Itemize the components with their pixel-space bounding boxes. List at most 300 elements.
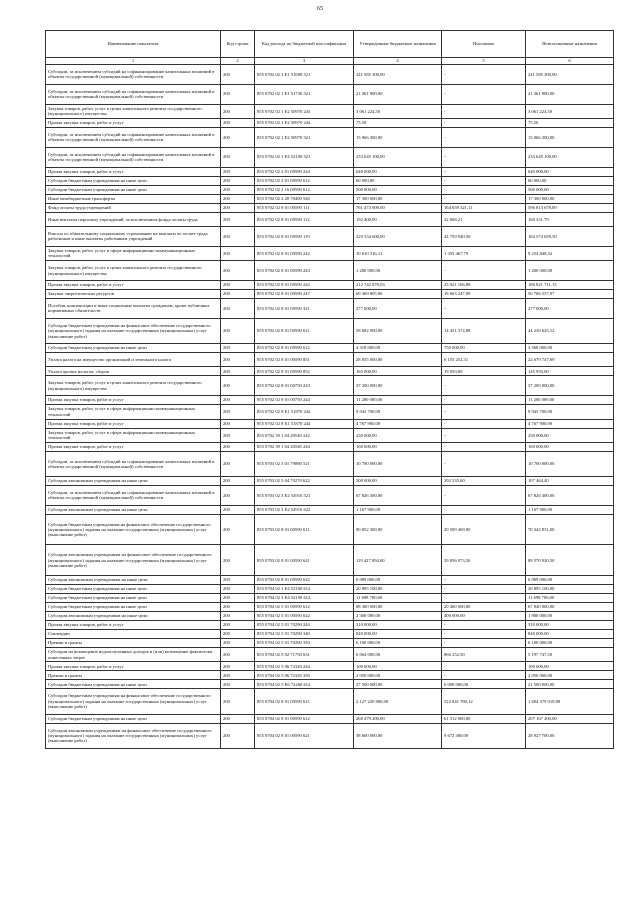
row-name: Субсидии автономным учреждениям на иные цели: [46, 576, 221, 585]
row-name: Субсидии, за исключением субсидий на софинансирование капитальных вложений в объекты государственной (муниципальной) собственности: [46, 451, 221, 476]
row-done: -: [442, 176, 526, 185]
row-remaining: 4 767 900,00: [526, 419, 614, 428]
row-approved: 17 300 000,00: [354, 194, 442, 203]
row-approved: 6 089 006,00: [354, 576, 442, 585]
row-remaining: 60 000,00: [526, 176, 614, 185]
table-row: [46, 451, 614, 476]
row-code: 200: [221, 84, 255, 104]
row-done: -: [442, 451, 526, 476]
column-number: 5: [442, 58, 526, 65]
row-approved: 2 050 000,00: [354, 671, 442, 680]
row-done: -: [442, 486, 526, 506]
row-code: 200: [221, 118, 255, 127]
row-code: 200: [221, 376, 255, 396]
row-name: Субсидии автономным учреждениям на иные цели: [46, 505, 221, 514]
row-kbk: 855 0702 02 8 01 00590 321: [255, 298, 354, 318]
row-approved: 37 200 000,00: [354, 376, 442, 396]
row-remaining: 1 900 000,00: [526, 612, 614, 621]
row-remaining: 9 254 848,32: [526, 246, 614, 260]
row-code: 200: [221, 428, 255, 442]
row-kbk: 855 0704 02 8 01 00590 611: [255, 689, 354, 714]
row-name: Субсидии бюджетным учреждениям на иные цели: [46, 343, 221, 352]
row-approved: 88 300 000,00: [354, 603, 442, 612]
table-row: [46, 442, 614, 451]
row-code: 200: [221, 648, 255, 662]
row-kbk: 855 0702 02 2 16 00590 612: [255, 185, 354, 194]
row-remaining: 17 300 000,00: [526, 194, 614, 203]
row-approved: 1 167 900,00: [354, 505, 442, 514]
row-name: Стипендии: [46, 630, 221, 639]
column-number: 2: [221, 58, 255, 65]
row-approved: 192 400,00: [354, 212, 442, 226]
row-done: 20 460 000,00: [442, 603, 526, 612]
row-name: Уплата налога на имущество организаций и земельного налога: [46, 352, 221, 366]
row-approved: 2 300 000,00: [354, 612, 442, 621]
row-remaining: 107 464,40: [526, 477, 614, 486]
header-code: Код строки: [221, 31, 255, 58]
row-done: 164 659 321,11: [442, 203, 526, 212]
table-row: [46, 226, 614, 246]
row-remaining: 230 000,00: [526, 428, 614, 442]
row-name: Субсидии, за исключением субсидий на софинансирование капитальных вложений в объекты государственной (муниципальной) собственности: [46, 84, 221, 104]
row-kbk: 855 0702 02 8 01 00590 111: [255, 203, 354, 212]
row-remaining: 22 679 747,69: [526, 352, 614, 366]
row-done: -: [442, 576, 526, 585]
row-approved: 2 127 220 800,00: [354, 689, 442, 714]
row-approved: 60 000,00: [354, 176, 442, 185]
row-kbk: 855 0702 02 8 01 00750 243: [255, 376, 354, 396]
table-row: [46, 367, 614, 376]
row-code: 200: [221, 486, 255, 506]
row-kbk: 855 0702 02 8 01 00590 612: [255, 343, 354, 352]
row-approved: 500 000,00: [354, 477, 442, 486]
row-done: -: [442, 147, 526, 167]
row-approved: 6 100 000,00: [354, 639, 442, 648]
row-name: Субсидии на возмещение недополученных доходов и (или) возмещение фактически понесенных затрат: [46, 648, 221, 662]
row-approved: 11 200 000,00: [354, 396, 442, 405]
row-done: -: [442, 442, 526, 451]
row-done: 14 451 374,88: [442, 318, 526, 343]
row-code: 200: [221, 396, 255, 405]
row-approved: 1 200 000,00: [354, 261, 442, 281]
row-remaining: 184 574 659,50: [526, 226, 614, 246]
row-code: 200: [221, 419, 255, 428]
row-done: 29 856 973,50: [442, 545, 526, 576]
row-kbk: 855 0704 02 8 01 00590 612: [255, 714, 354, 723]
row-done: -: [442, 84, 526, 104]
row-name: Субсидии бюджетным учреждениям на финансовое обеспечение государственного (муниципального) задания на оказание государственных (муниципальных) услуг (выполнение работ): [46, 318, 221, 343]
row-approved: 165 000,00: [354, 367, 442, 376]
header-kbk: Код расхода по бюджетной классификации: [255, 31, 354, 58]
table-row: [46, 576, 614, 585]
row-approved: 241 585 300,00: [354, 65, 442, 85]
row-code: 200: [221, 405, 255, 419]
row-approved: 268 479 200,00: [354, 714, 442, 723]
row-kbk: 855 0704 02 5 01 00590 622: [255, 612, 354, 621]
row-approved: 9 943 700,00: [354, 405, 442, 419]
row-remaining: 186 821 711,15: [526, 280, 614, 289]
table-row: [46, 630, 614, 639]
table-row: [46, 246, 614, 260]
row-done: -: [442, 118, 526, 127]
row-code: 200: [221, 671, 255, 680]
row-kbk: 855 0702 02 8 01 00750 244: [255, 396, 354, 405]
row-name: Прочая закупка товаров, работ и услуг: [46, 442, 221, 451]
row-approved: 3 061 224,50: [354, 104, 442, 118]
row-remaining: 21 361 900,00: [526, 84, 614, 104]
row-done: -: [442, 127, 526, 147]
row-code: 200: [221, 65, 255, 85]
row-done: -: [442, 585, 526, 594]
row-kbk: 855 0702 02 1 E2 50970 521: [255, 127, 354, 147]
row-remaining: 10 700 000,00: [526, 451, 614, 476]
row-done: 25 921 166,88: [442, 280, 526, 289]
row-remaining: 37 200 000,00: [526, 376, 614, 396]
row-kbk: 855 0702 39 1 04 20540 242: [255, 428, 354, 442]
row-code: 200: [221, 127, 255, 147]
row-done: -: [442, 505, 526, 514]
table-row: [46, 621, 614, 630]
row-code: 200: [221, 442, 255, 451]
row-remaining: 6 100 000,00: [526, 639, 614, 648]
row-remaining: 1 604 379 019,88: [526, 689, 614, 714]
row-name: Премии и гранты: [46, 639, 221, 648]
row-name: Прочая закупка товаров, работ и услуг: [46, 396, 221, 405]
row-done: -: [442, 298, 526, 318]
row-code: 200: [221, 505, 255, 514]
row-remaining: 241 585 300,00: [526, 65, 614, 85]
row-done: 522 841 780,12: [442, 689, 526, 714]
row-approved: 229 334 600,00: [354, 226, 442, 246]
table-row: [46, 671, 614, 680]
row-remaining: 75,50: [526, 118, 614, 127]
table-row: [46, 594, 614, 603]
row-approved: 230 000,00: [354, 428, 442, 442]
table-row: [46, 127, 614, 147]
row-name: Субсидии бюджетным учреждениям на иные цели: [46, 594, 221, 603]
row-kbk: 855 0702 02 1 E2 50970 243: [255, 104, 354, 118]
row-kbk: 855 0703 02 8 01 00590 621: [255, 545, 354, 576]
row-done: -: [442, 104, 526, 118]
row-code: 200: [221, 662, 255, 671]
row-code: 200: [221, 147, 255, 167]
row-name: Иные межбюджетные трансферты: [46, 194, 221, 203]
row-approved: 4 767 900,00: [354, 419, 442, 428]
row-remaining: 67 826 300,00: [526, 486, 614, 506]
row-approved: 27 500 000,00: [354, 680, 442, 689]
row-approved: 11 698 700,00: [354, 594, 442, 603]
row-kbk: 855 0702 02 8 E1 51870 244: [255, 419, 354, 428]
row-name: Прочая закупка товаров, работ и услуг: [46, 419, 221, 428]
table-row: [46, 639, 614, 648]
row-approved: 160 000,00: [354, 442, 442, 451]
row-remaining: 500 000,00: [526, 185, 614, 194]
row-done: 400 000,00: [442, 612, 526, 621]
row-done: 9 672 300,00: [442, 723, 526, 748]
row-remaining: 21 500 000,00: [526, 680, 614, 689]
row-done: 750 000,00: [442, 343, 526, 352]
row-remaining: 310 000,00: [526, 621, 614, 630]
row-name: Закупка товаров, работ, услуг в целях капитального ремонта государственного (муниципального) имущества: [46, 261, 221, 281]
page-number: 65: [317, 6, 323, 12]
row-name: Субсидии бюджетным учреждениям на иные цели: [46, 680, 221, 689]
row-kbk: 855 0703 02 3 E2 54910 521: [255, 486, 354, 506]
row-code: 200: [221, 594, 255, 603]
row-remaining: 44 230 625,12: [526, 318, 614, 343]
table-header: [46, 31, 614, 65]
table-row: [46, 680, 614, 689]
row-kbk: 855 0702 39 1 04 20540 244: [255, 442, 354, 451]
header-name: Наименование показателя: [46, 31, 221, 58]
row-kbk: 855 0703 02 3 E2 54910 622: [255, 505, 354, 514]
row-code: 200: [221, 576, 255, 585]
row-remaining: 50 706 557,97: [526, 289, 614, 298]
table-row: [46, 118, 614, 127]
row-approved: 38 600 000,00: [354, 723, 442, 748]
table-row: [46, 203, 614, 212]
row-name: Прочая закупка товаров, работ и услуг: [46, 621, 221, 630]
table-row: [46, 428, 614, 442]
row-approved: 100 000,00: [354, 662, 442, 671]
table-row: [46, 545, 614, 576]
column-number: 4: [354, 58, 442, 65]
row-code: 200: [221, 104, 255, 118]
row-approved: 58 682 000,00: [354, 318, 442, 343]
row-kbk: 855 0703 02 3 01 79080 521: [255, 451, 354, 476]
row-code: 200: [221, 689, 255, 714]
table-row: [46, 396, 614, 405]
row-code: 200: [221, 612, 255, 621]
row-name: Субсидии бюджетным учреждениям на иные цели: [46, 176, 221, 185]
table-row: [46, 723, 614, 748]
row-name: Закупка товаров, работ, услуг в сфере информационно-коммуникационных технологий: [46, 428, 221, 442]
table-row: [46, 662, 614, 671]
row-approved: 75,50: [354, 118, 442, 127]
row-code: 200: [221, 167, 255, 176]
row-done: 61 312 000,00: [442, 714, 526, 723]
row-approved: 119 427 894,00: [354, 545, 442, 576]
row-kbk: 855 0702 02 1 E1 51730 521: [255, 84, 354, 104]
row-done: -: [442, 419, 526, 428]
row-remaining: 67 840 000,00: [526, 603, 614, 612]
row-done: -: [442, 396, 526, 405]
budget-table: [45, 30, 614, 749]
row-approved: 840 000,00: [354, 630, 442, 639]
row-kbk: 855 0702 02 8 01 00590 852: [255, 367, 354, 376]
row-done: -: [442, 594, 526, 603]
row-code: 200: [221, 630, 255, 639]
row-name: Субсидии бюджетным учреждениям на финансовое обеспечение государственного (муниципального) задания на оказание государственных (муниципальных) услуг (выполнение работ): [46, 514, 221, 545]
row-remaining: 596 813 678,89: [526, 203, 614, 212]
row-kbk: 855 0702 02 2 01 00590 612: [255, 176, 354, 185]
row-approved: 20 895 100,00: [354, 585, 442, 594]
row-approved: 15 066 300,00: [354, 127, 442, 147]
row-name: Субсидии автономным учреждениям на иные цели: [46, 612, 221, 621]
row-name: Субсидии бюджетным учреждениям на иные цели: [46, 585, 221, 594]
row-name: Взносы по обязательному социальному страхованию на выплаты по оплате труда работников и иные выплаты работникам учреждений: [46, 226, 221, 246]
row-kbk: 855 0703 02 8 01 00590 611: [255, 514, 354, 545]
row-approved: 640 000,00: [354, 167, 442, 176]
row-remaining: 160 000,00: [526, 442, 614, 451]
row-name: Закупка товаров, работ, услуг в целях капитального ремонта государственного (муниципального) имущества: [46, 376, 221, 396]
row-done: -: [442, 261, 526, 281]
table-row: [46, 477, 614, 486]
row-remaining: 6 089 006,00: [526, 576, 614, 585]
row-remaining: 160 331,79: [526, 212, 614, 226]
row-done: -: [442, 167, 526, 176]
table-row: [46, 352, 614, 366]
row-code: 200: [221, 367, 255, 376]
row-code: 200: [221, 203, 255, 212]
row-done: 44 759 940,50: [442, 226, 526, 246]
row-name: Субсидии автономным учреждениям на финансовое обеспечение государственного (муниципального) задания на оказание государственных (муниципальных) услуг (выполнение работ): [46, 545, 221, 576]
row-kbk: 855 0702 02 8 E1 51870 242: [255, 405, 354, 419]
row-approved: 233 645 100,00: [354, 147, 442, 167]
row-approved: 212 742 878,03: [354, 280, 442, 289]
row-remaining: 11 698 700,00: [526, 594, 614, 603]
row-done: -: [442, 662, 526, 671]
row-name: Закупка товаров, работ, услуг в сфере информационно-коммуникационных технологий: [46, 405, 221, 419]
row-remaining: 2 050 000,00: [526, 671, 614, 680]
row-name: Субсидии, за исключением субсидий на софинансирование капитальных вложений в объекты государственной (муниципальной) собственности: [46, 486, 221, 506]
row-approved: 21 361 900,00: [354, 84, 442, 104]
table-row: [46, 612, 614, 621]
row-code: 200: [221, 318, 255, 343]
table-row: [46, 419, 614, 428]
row-code: 200: [221, 194, 255, 203]
row-kbk: 855 0703 02 8 01 00590 622: [255, 576, 354, 585]
table-row: [46, 648, 614, 662]
row-kbk: 855 0704 02 5 01 00590 612: [255, 603, 354, 612]
row-kbk: 855 0702 02 8 01 00590 851: [255, 352, 354, 366]
row-done: -: [442, 428, 526, 442]
row-name: Уплата прочих налогов, сборов: [46, 367, 221, 376]
row-kbk: 855 0702 02 8 01 00590 242: [255, 246, 354, 260]
row-done: -: [442, 630, 526, 639]
row-name: Закупка товаров, работ, услуг в целях капитального ремонта государственного (муниципального) имущества: [46, 104, 221, 118]
table-row: [46, 147, 614, 167]
table-row: [46, 343, 614, 352]
row-name: Субсидии бюджетным учреждениям на финансовое обеспечение государственного (муниципального) задания на оказание государственных (муниципальных) услуг (выполнение работ): [46, 689, 221, 714]
table-row: [46, 261, 614, 281]
row-approved: 500 000,00: [354, 185, 442, 194]
row-remaining: 1 200 000,00: [526, 261, 614, 281]
row-done: -: [442, 194, 526, 203]
row-kbk: 855 0702 02 8 01 00590 611: [255, 318, 354, 343]
row-remaining: 70 342 831,00: [526, 514, 614, 545]
row-kbk: 855 0704 02 1 E4 52100 612: [255, 585, 354, 594]
row-code: 200: [221, 298, 255, 318]
row-remaining: 277 000,00: [526, 298, 614, 318]
row-kbk: 855 0704 02 5 06 72320 350: [255, 671, 354, 680]
row-code: 200: [221, 621, 255, 630]
row-done: -: [442, 639, 526, 648]
row-code: 200: [221, 585, 255, 594]
row-kbk: 855 0704 02 8 01 00590 621: [255, 723, 354, 748]
table-row: [46, 505, 614, 514]
table-row: [46, 486, 614, 506]
row-done: 18 663 247,89: [442, 289, 526, 298]
row-name: Закупка товаров, работ, услуг в сфере информационно-коммуникационных технологий: [46, 246, 221, 260]
column-number: 3: [255, 58, 354, 65]
row-code: 200: [221, 176, 255, 185]
table-row: [46, 585, 614, 594]
row-name: Закупка энергетических ресурсов: [46, 289, 221, 298]
row-kbk: 855 0703 02 3 04 70270 622: [255, 477, 354, 486]
row-done: -: [442, 65, 526, 85]
row-kbk: 855 0702 02 8 01 00590 112: [255, 212, 354, 226]
row-name: Прочая закупка товаров, работ и услуг: [46, 662, 221, 671]
row-code: 200: [221, 603, 255, 612]
row-code: 200: [221, 226, 255, 246]
row-remaining: 28 927 700,00: [526, 723, 614, 748]
row-code: 200: [221, 246, 255, 260]
row-name: Субсидии автономным учреждениям на иные цели: [46, 477, 221, 486]
row-name: Премии и гранты: [46, 671, 221, 680]
row-name: Субсидии бюджетным учреждениям на иные цели: [46, 185, 221, 194]
row-remaining: 233 645 100,00: [526, 147, 614, 167]
row-name: Пособия, компенсации и иные социальные выплаты гражданам, кроме публичных нормативных обязательств: [46, 298, 221, 318]
row-kbk: 855 0702 02 1 E1 51690 521: [255, 65, 354, 85]
row-name: Субсидии автономным учреждениям на финансовое обеспечение государственного (муниципального) задания на оказание государственных (муниципальных) услуг (выполнение работ): [46, 723, 221, 748]
row-kbk: 855 0702 02 2 01 00590 244: [255, 167, 354, 176]
table-row: [46, 167, 614, 176]
column-number: 1: [46, 58, 221, 65]
row-name: Иные выплаты персоналу учреждений, за исключением фонда оплаты труда: [46, 212, 221, 226]
row-kbk: 855 0702 02 2 20 78400 540: [255, 194, 354, 203]
table-row: [46, 194, 614, 203]
row-approved: 67 826 300,00: [354, 486, 442, 506]
row-kbk: 855 0704 02 5 01 70290 244: [255, 621, 354, 630]
row-kbk: 855 0704 02 3 E4 52190 612: [255, 594, 354, 603]
row-code: 200: [221, 352, 255, 366]
table-row: [46, 514, 614, 545]
row-done: -: [442, 185, 526, 194]
row-remaining: 3 568 000,00: [526, 343, 614, 352]
table-row: [46, 212, 614, 226]
row-approved: 10 610 316,11: [354, 246, 442, 260]
table-row: [46, 405, 614, 419]
row-kbk: 855 0702 02 8 01 00590 119: [255, 226, 354, 246]
row-code: 200: [221, 639, 255, 648]
row-code: 200: [221, 212, 255, 226]
table-row: [46, 280, 614, 289]
row-done: 32 068,21: [442, 212, 526, 226]
column-number-row: [46, 58, 614, 65]
table-row: [46, 298, 614, 318]
row-code: 200: [221, 451, 255, 476]
header-approved: Утвержденные бюджетные назначения: [354, 31, 442, 58]
row-remaining: 9 943 700,00: [526, 405, 614, 419]
row-kbk: 855 0704 02 5 01 70290 350: [255, 639, 354, 648]
row-kbk: 855 0702 02 1 E2 50970 244: [255, 118, 354, 127]
row-remaining: 5 197 747,50: [526, 648, 614, 662]
row-remaining: 1 167 900,00: [526, 505, 614, 514]
row-done: 866 252,50: [442, 648, 526, 662]
header-remaining: Неисполненные назначения: [526, 31, 614, 58]
row-kbk: 855 0702 02 8 01 00590 247: [255, 289, 354, 298]
row-done: 6 155 252,31: [442, 352, 526, 366]
row-approved: 10 700 000,00: [354, 451, 442, 476]
row-name: Прочая закупка товаров, работ и услуг: [46, 118, 221, 127]
row-name: Субсидии, за исключением субсидий на софинансирование капитальных вложений в объекты государственной (муниципальной) собственности: [46, 65, 221, 85]
row-kbk: 855 0704 02 5 E6 72260 612: [255, 680, 354, 689]
row-approved: 69 369 805,86: [354, 289, 442, 298]
row-remaining: 100 000,00: [526, 662, 614, 671]
row-done: 19 050,00: [442, 367, 526, 376]
row-name: Субсидии, за исключением субсидий на софинансирование капитальных вложений в объекты государственной (муниципальной) собственности: [46, 127, 221, 147]
row-code: 200: [221, 723, 255, 748]
